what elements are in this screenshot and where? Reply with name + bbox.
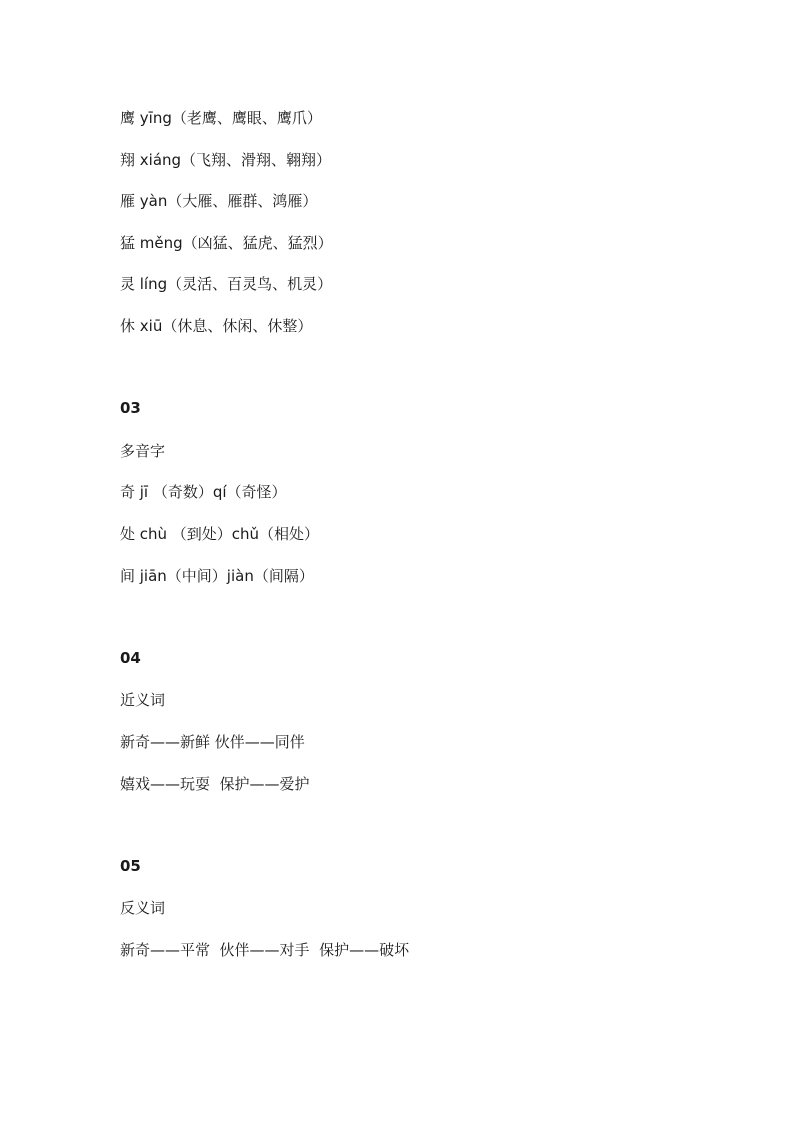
word-entry-ling: 灵 líng（灵活、百灵鸟、机灵） bbox=[120, 275, 333, 293]
word-entry-meng: 猛 měng（凶猛、猛虎、猛烈） bbox=[120, 234, 333, 252]
section-title-antonyms: 反义词 bbox=[120, 899, 166, 917]
section-number-03: 03 bbox=[120, 399, 141, 417]
section-number-05: 05 bbox=[120, 857, 141, 875]
synonym-line: 新奇——新鲜 伙伴——同伴 bbox=[120, 733, 305, 751]
word-entry-ying: 鹰 yīng（老鹰、鹰眼、鹰爪） bbox=[120, 109, 322, 127]
section-title-synonyms: 近义词 bbox=[120, 691, 166, 709]
polyphonic-entry-chu: 处 chù （到处）chǔ（相处） bbox=[120, 525, 320, 543]
synonym-line: 嬉戏——玩耍 保护——爱护 bbox=[120, 775, 310, 793]
antonym-line: 新奇——平常 伙伴——对手 保护——破坏 bbox=[120, 941, 410, 959]
section-title-polyphonic: 多音字 bbox=[120, 442, 166, 460]
word-entry-xiu: 休 xiū（休息、休闲、休整） bbox=[120, 317, 313, 335]
polyphonic-entry-jian: 间 jiān（中间）jiàn（间隔） bbox=[120, 567, 314, 585]
polyphonic-entry-qi: 奇 jī （奇数）qí（奇怪） bbox=[120, 483, 287, 501]
word-entry-xiang: 翔 xiáng（飞翔、滑翔、翱翔） bbox=[120, 151, 332, 169]
section-number-04: 04 bbox=[120, 649, 141, 667]
word-entry-yan: 雁 yàn（大雁、雁群、鸿雁） bbox=[120, 192, 318, 210]
